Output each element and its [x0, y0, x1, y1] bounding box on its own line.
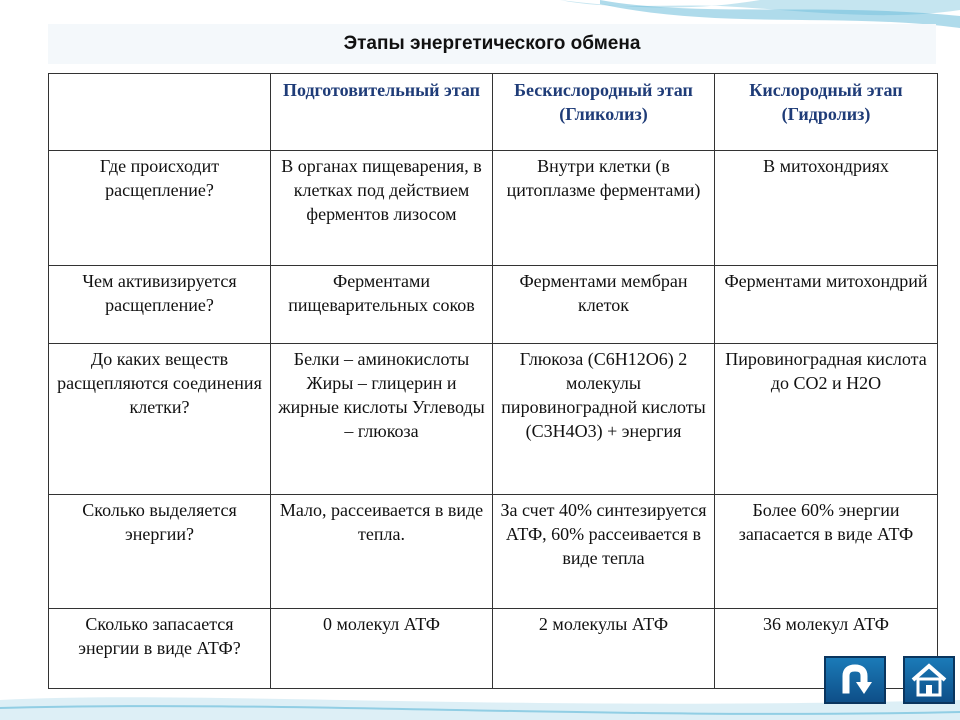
table-cell: Ферментами мембран клеток — [493, 266, 715, 344]
row-question: До каких веществ расщепляются соединения клетки? — [49, 344, 271, 495]
table-cell: 2 молекулы АТФ — [493, 609, 715, 689]
table-row — [49, 151, 938, 266]
home-icon — [905, 658, 953, 702]
home-button[interactable] — [903, 656, 955, 704]
title-bar — [48, 24, 936, 64]
table-cell: Белки – аминокислоты Жиры – глицерин и жирные кислоты Углеводы – глюкоза — [271, 344, 493, 495]
table-cell: Пировиноградная кислота до СО2 и Н2О — [715, 344, 938, 495]
row-question: Сколько выделяется энергии? — [49, 495, 271, 609]
row-question: Где происходит расщепление? — [49, 151, 271, 266]
back-button[interactable] — [824, 656, 886, 704]
header-aerobic: Кислородный этап (Гидролиз) — [715, 74, 938, 151]
table-cell: В органах пищеварения, в клетках под действием ферментов лизосом — [271, 151, 493, 266]
page-title: Этапы энергетического обмена — [343, 33, 641, 54]
table-cell: В митохондриях — [715, 151, 938, 266]
row-question: Сколько запасается энергии в виде АТФ? — [49, 609, 271, 689]
table-cell: 36 молекул АТФ — [715, 609, 938, 689]
table-row — [49, 495, 938, 609]
table-cell: Ферментами митохондрий — [715, 266, 938, 344]
table-cell: Глюкоза (С6Н12О6) 2 молекулы пировиноградной кислоты (С3Н4О3) + энергия — [493, 344, 715, 495]
table-cell: 0 молекул АТФ — [271, 609, 493, 689]
table-cell: Мало, рассеивается в виде тепла. — [271, 495, 493, 609]
table-cell: Внутри клетки (в цитоплазме ферментами) — [493, 151, 715, 266]
header-preparatory: Подготовительный этап — [271, 74, 493, 151]
energy-exchange-table — [48, 73, 938, 689]
table-row — [49, 266, 938, 344]
table-cell: Ферментами пищеварительных соков — [271, 266, 493, 344]
table-header-row — [49, 74, 938, 151]
table-row — [49, 344, 938, 495]
return-arrow-icon — [826, 658, 884, 702]
table-cell: Более 60% энергии запасается в виде АТФ — [715, 495, 938, 609]
header-anaerobic: Бескислородный этап (Гликолиз) — [493, 74, 715, 151]
header-empty — [49, 74, 271, 151]
table-cell: За счет 40% синтезируется АТФ, 60% рассеивается в виде тепла — [493, 495, 715, 609]
table-row — [49, 609, 938, 689]
row-question: Чем активизируется расщепление? — [49, 266, 271, 344]
